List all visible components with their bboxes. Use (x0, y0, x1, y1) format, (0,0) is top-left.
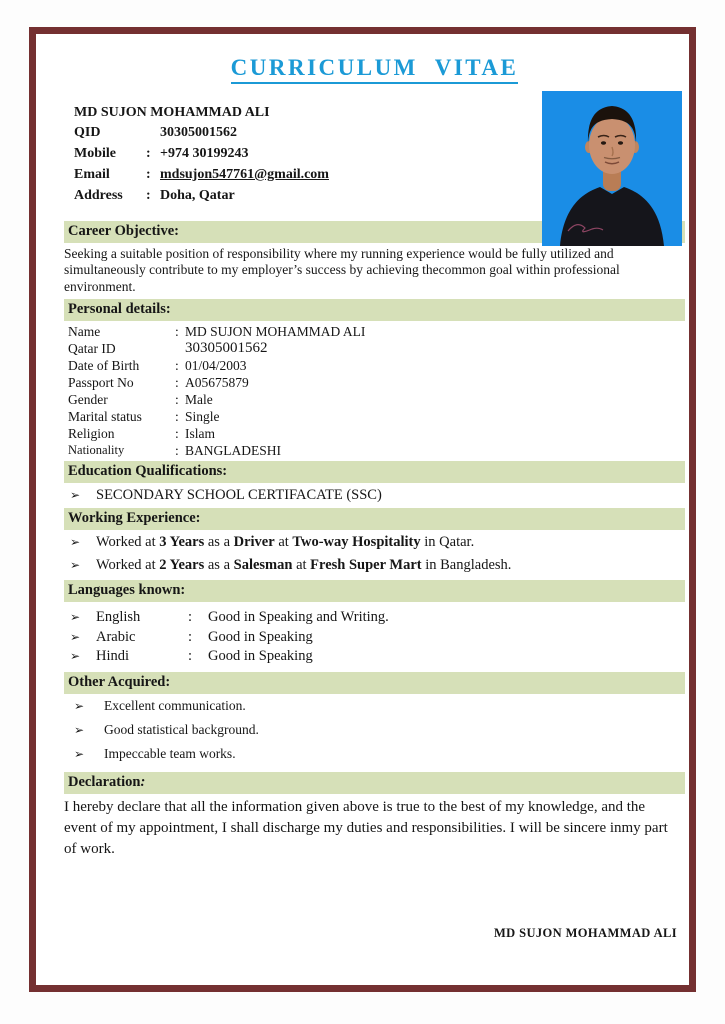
field-label: Religion (68, 426, 115, 442)
other-acquired-list (64, 694, 685, 766)
separator: : (188, 628, 193, 645)
bullet-arrow-icon: ➢ (70, 629, 81, 644)
field-label: Name (68, 324, 101, 340)
language-row-english (64, 608, 685, 628)
separator: : (188, 648, 193, 665)
other-acquired-text: Good statistical background. (104, 721, 259, 737)
address-value: Doha, Qatar (160, 188, 235, 203)
personal-row-dob (64, 357, 685, 374)
separator: : (175, 426, 179, 442)
mobile-label: Mobile (74, 146, 116, 161)
separator: : (188, 609, 193, 626)
personal-row-gender (64, 391, 685, 408)
section-header-languages: Languages known: (64, 580, 685, 602)
bullet-arrow-icon: ➢ (70, 488, 81, 503)
other-acquired-item (64, 694, 685, 718)
personal-row-qatar-id (64, 340, 685, 357)
contact-row-address (74, 185, 494, 206)
other-acquired-item (64, 742, 685, 766)
separator: : (175, 358, 179, 374)
address-label: Address (74, 188, 123, 203)
bullet-arrow-icon: ➢ (74, 746, 85, 761)
applicant-photo (542, 91, 682, 246)
language-row-hindi (64, 647, 685, 667)
separator: : (175, 375, 179, 391)
bullet-arrow-icon: ➢ (70, 649, 81, 664)
separator: : (175, 443, 179, 459)
section-header-personal-details: Personal details: (64, 299, 685, 321)
section-header-education: Education Qualifications: (64, 461, 685, 483)
qid-label: QID (74, 125, 101, 140)
section-header-experience: Working Experience: (64, 508, 685, 530)
language-row-arabic (64, 628, 685, 648)
footer-signature-name: MD SUJON MOHAMMAD ALI (493, 926, 677, 940)
separator: : (175, 392, 179, 408)
field-label: Qatar ID (68, 341, 116, 357)
field-value: MD SUJON MOHAMMAD ALI (185, 324, 366, 340)
experience-item (64, 532, 685, 553)
section-header-career-objective: Career Objective: (64, 221, 685, 243)
email-link[interactable]: mdsujon547761@gmail.com (160, 167, 329, 182)
separator: : (175, 409, 179, 425)
experience-item (64, 555, 685, 576)
personal-details-table (64, 323, 685, 459)
bullet-arrow-icon: ➢ (74, 698, 85, 713)
field-label: Gender (68, 392, 108, 408)
experience-item-text: Worked at 3 Years as a Driver at Two-way Hospitality in Qatar. (96, 534, 475, 551)
field-value: Male (185, 392, 213, 408)
separator: : (146, 167, 151, 182)
field-value: A05675879 (185, 375, 249, 391)
photo-eye (618, 141, 623, 144)
qid-value: 30305001562 (160, 125, 237, 140)
section-header-declaration (64, 772, 685, 794)
bullet-arrow-icon: ➢ (70, 535, 81, 550)
contact-row-mobile (74, 143, 494, 164)
bullet-arrow-icon: ➢ (70, 558, 81, 573)
photo-face (589, 116, 635, 174)
bullet-arrow-icon: ➢ (70, 610, 81, 625)
declaration-heading-text: Declaration (68, 773, 141, 790)
separator: : (175, 324, 179, 340)
language-level: Good in Speaking (208, 628, 313, 645)
languages-list (64, 608, 685, 667)
separator: : (146, 188, 151, 203)
other-acquired-text: Excellent communication. (104, 697, 246, 713)
separator: : (146, 146, 151, 161)
education-item-text: SECONDARY SCHOOL CERTIFACATE (SSC) (96, 487, 382, 504)
field-label: Passport No (68, 375, 134, 391)
personal-row-religion (64, 425, 685, 442)
page-border-frame (29, 27, 696, 992)
language-level: Good in Speaking and Writing. (208, 609, 389, 626)
declaration-text: I hereby declare that all the information given above is true to the best of my knowledge, and the event of my appointment, I shall discharge my duties and responsibilities. I will be sincere inmy part of work. (64, 798, 668, 857)
page-content (36, 55, 689, 1006)
field-value: 01/04/2003 (185, 358, 247, 374)
bullet-arrow-icon: ➢ (74, 722, 85, 737)
field-label: Nationality (68, 443, 125, 458)
other-acquired-text: Impeccable team works. (104, 745, 236, 761)
other-acquired-item (64, 718, 685, 742)
contact-block (64, 104, 494, 206)
document-title: CURRICULUM VITAE (231, 55, 519, 84)
section-header-other-acquired: Other Acquired: (64, 672, 685, 694)
field-label: Marital status (68, 409, 142, 425)
education-item (64, 485, 685, 505)
personal-row-passport (64, 374, 685, 391)
personal-row-name (64, 323, 685, 340)
language-name: Arabic (96, 628, 136, 645)
personal-row-marital (64, 408, 685, 425)
language-name: Hindi (96, 648, 130, 665)
applicant-name: MD SUJON MOHAMMAD ALI (74, 105, 270, 120)
field-value: Islam (185, 426, 215, 442)
photo-eye (601, 141, 606, 144)
career-objective-text: Seeking a suitable position of responsibility where my running experience would be fully utilized and simultaneously contribute to my employer’s success by achieving thecommon goal within professional environment. (64, 246, 620, 294)
personal-row-nationality (64, 442, 685, 459)
field-value: 30305001562 (185, 340, 268, 357)
separator: : (140, 773, 146, 790)
experience-item-text: Worked at 2 Years as a Salesman at Fresh Super Mart in Bangladesh. (96, 557, 512, 574)
field-label: Date of Birth (68, 358, 140, 374)
language-name: English (96, 609, 141, 626)
field-value: Single (185, 409, 220, 425)
contact-row-qid (74, 122, 494, 143)
contact-row-email (74, 164, 494, 185)
separator (146, 122, 160, 143)
email-label: Email (74, 167, 110, 182)
language-level: Good in Speaking (208, 648, 313, 665)
field-value: BANGLADESHI (185, 443, 281, 459)
separator (175, 340, 185, 357)
mobile-value: +974 30199243 (160, 146, 249, 161)
title-row (64, 55, 685, 84)
